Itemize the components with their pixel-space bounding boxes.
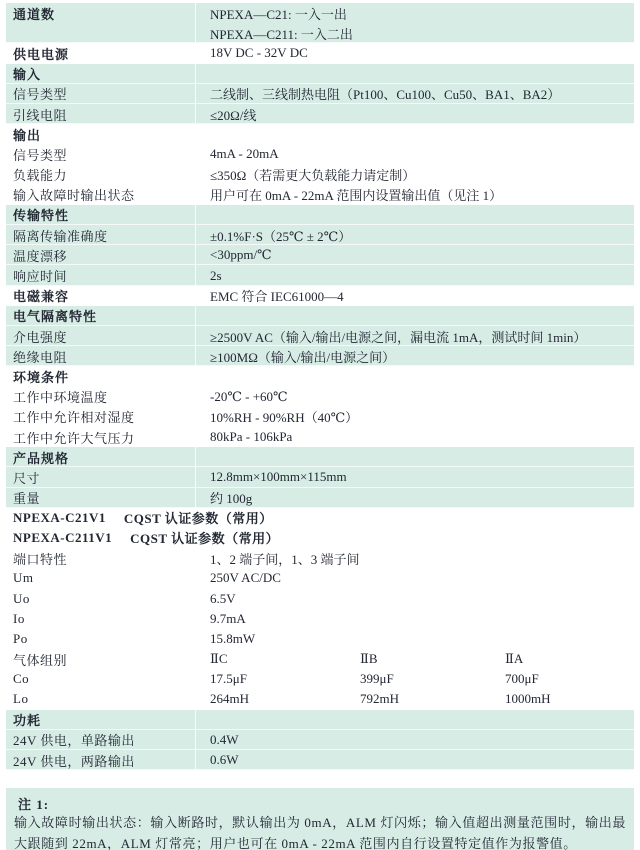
row-label: 工作中环境温度 xyxy=(6,387,196,407)
row-label: Um xyxy=(6,568,196,588)
row-value: 1、2 端子间，1、3 端子间 xyxy=(210,551,360,567)
section-header-row xyxy=(6,366,634,386)
table-row xyxy=(6,185,634,205)
row-value: NPEXA—C21: 一入一出 xyxy=(210,6,347,22)
section-header-row xyxy=(6,710,634,730)
row-values xyxy=(196,691,634,707)
note-block xyxy=(6,788,634,850)
section-label: 传输特性 xyxy=(6,205,196,225)
table-row xyxy=(6,3,634,23)
table-row xyxy=(6,326,634,346)
section-label: 环境条件 xyxy=(6,366,196,386)
table-row-3col xyxy=(6,649,634,669)
section-header-row xyxy=(6,64,634,84)
table-row xyxy=(6,286,634,306)
row-label: 电磁兼容 xyxy=(6,286,196,306)
section-label: 功耗 xyxy=(6,710,196,730)
table-row xyxy=(6,144,634,164)
spec-table xyxy=(6,3,634,850)
col1-value: 264mH xyxy=(210,691,249,707)
table-row xyxy=(6,104,634,124)
cert-title: CQST 认证参数（常用） xyxy=(130,531,280,547)
table-row xyxy=(6,165,634,185)
model-name: NPEXA-C211V1 xyxy=(13,529,113,545)
table-row xyxy=(6,387,634,407)
row-value: ≤350Ω（若需更大负载能力请定制） xyxy=(210,168,416,184)
section-header-row xyxy=(6,306,634,326)
table-row-3col xyxy=(6,689,634,709)
row-values xyxy=(196,651,634,667)
section-header-row xyxy=(6,124,634,144)
note-heading: 注 1: xyxy=(18,796,50,812)
row-label: 温度漂移 xyxy=(6,245,196,265)
row-value: ≤20Ω/线 xyxy=(210,107,257,123)
row-value: -20℃ - +60℃ xyxy=(210,388,288,404)
col3-value: 700μF xyxy=(505,671,539,687)
table-row xyxy=(6,467,634,487)
col1-value: ⅡC xyxy=(210,651,228,667)
table-row xyxy=(6,427,634,447)
row-label: 信号类型 xyxy=(6,144,196,164)
section-label: 输入 xyxy=(6,64,196,84)
table-row xyxy=(6,84,634,104)
table-row xyxy=(6,730,634,750)
table-row xyxy=(6,225,634,245)
table-row xyxy=(6,43,634,63)
table-row xyxy=(6,750,634,770)
table-row xyxy=(6,346,634,366)
col3-value: ⅡA xyxy=(505,651,524,667)
cert-title-row xyxy=(6,528,634,548)
row-value: 80kPa - 106kPa xyxy=(210,429,293,445)
row-label: 负载能力 xyxy=(6,165,196,185)
row-label: 工作中允许相对湿度 xyxy=(6,407,196,427)
row-label: 气体组别 xyxy=(6,649,196,669)
row-value: 12.8mm×100mm×115mm xyxy=(210,469,347,485)
row-label: 信号类型 xyxy=(6,84,196,104)
table-row xyxy=(6,588,634,608)
row-value: 6.5V xyxy=(210,590,236,606)
section-label: 输出 xyxy=(6,124,196,144)
row-label: Co xyxy=(6,669,196,689)
row-label: 尺寸 xyxy=(6,467,196,487)
row-value: 2s xyxy=(210,267,222,283)
row-label: Lo xyxy=(6,689,196,709)
table-row xyxy=(6,265,634,285)
row-value: ±0.1%F·S（25℃ ± 2℃） xyxy=(210,228,352,244)
cert-title: CQST 认证参数（常用） xyxy=(123,511,273,527)
row-value: ≥2500V AC（输入/输出/电源之间，漏电流 1mA，测试时间 1min） xyxy=(210,329,587,345)
row-label: 引线电阻 xyxy=(6,104,196,124)
table-row xyxy=(6,245,634,265)
col3-value: 1000mH xyxy=(505,691,551,707)
row-label: 重量 xyxy=(6,488,196,508)
row-label: Po xyxy=(6,629,196,649)
section-header-row xyxy=(6,447,634,467)
row-value: 约 100g xyxy=(210,491,253,507)
row-value: 4mA - 20mA xyxy=(210,146,279,162)
row-label: Uo xyxy=(6,588,196,608)
col2-value: 399μF xyxy=(360,671,394,687)
row-label: 24V 供电，两路输出 xyxy=(6,750,196,770)
row-label xyxy=(6,23,196,43)
row-label: 供电电源 xyxy=(6,43,196,63)
row-value: 250V AC/DC xyxy=(210,570,281,586)
section-label: 产品规格 xyxy=(6,447,196,467)
row-label: 输入故障时输出状态 xyxy=(6,185,196,205)
col1-value: 17.5μF xyxy=(210,671,247,687)
row-label: 响应时间 xyxy=(6,265,196,285)
table-row xyxy=(6,23,634,43)
row-label: 介电强度 xyxy=(6,326,196,346)
row-label: 绝缘电阻 xyxy=(6,346,196,366)
row-value: NPEXA—C211: 一入二出 xyxy=(210,26,353,42)
row-value: 0.6W xyxy=(210,752,239,768)
section-label: 电气隔离特性 xyxy=(6,306,196,326)
row-label: Io xyxy=(6,609,196,629)
table-row-3col xyxy=(6,669,634,689)
row-value: <30ppm/℃ xyxy=(210,247,272,263)
row-value: 10%RH - 90%RH（40℃） xyxy=(210,410,359,426)
row-value: 9.7mA xyxy=(210,610,246,626)
section-gap xyxy=(6,770,634,788)
cert-title-row xyxy=(6,508,634,528)
row-value: ≥100MΩ（输入/输出/电源之间） xyxy=(210,349,396,365)
row-value: 用户可在 0mA - 22mA 范围内设置输出值（见注 1） xyxy=(210,188,503,204)
row-label: 24V 供电，单路输出 xyxy=(6,730,196,750)
row-label: 工作中允许大气压力 xyxy=(6,427,196,447)
table-row xyxy=(6,609,634,629)
note-body: 输入故障时输出状态：输入断路时，默认输出为 0mA，ALM 灯闪烁；输入值超出测量范围时，输出最大跟随到 22mA，ALM 灯常亮；用户也可在 0mA - 22mA 范围内自行设置特定值作为报警值。 xyxy=(14,815,626,850)
table-row xyxy=(6,548,634,568)
row-label: 隔离传输准确度 xyxy=(6,225,196,245)
row-value: 0.4W xyxy=(210,731,239,747)
model-name: NPEXA-C21V1 xyxy=(13,509,106,525)
table-row xyxy=(6,488,634,508)
table-row xyxy=(6,407,634,427)
row-label: 端口特性 xyxy=(6,548,196,568)
table-row xyxy=(6,568,634,588)
row-value: EMC 符合 IEC61000—4 xyxy=(210,289,344,305)
row-values xyxy=(196,671,634,687)
section-header-row xyxy=(6,205,634,225)
col2-value: 792mH xyxy=(360,691,399,707)
row-value: 二线制、三线制热电阻（Pt100、Cu100、Cu50、BA1、BA2） xyxy=(210,87,561,103)
row-value: 15.8mW xyxy=(210,630,256,646)
table-row xyxy=(6,629,634,649)
row-label: 通道数 xyxy=(6,3,196,23)
col2-value: ⅡB xyxy=(360,651,378,667)
row-value: 18V DC - 32V DC xyxy=(210,45,308,61)
